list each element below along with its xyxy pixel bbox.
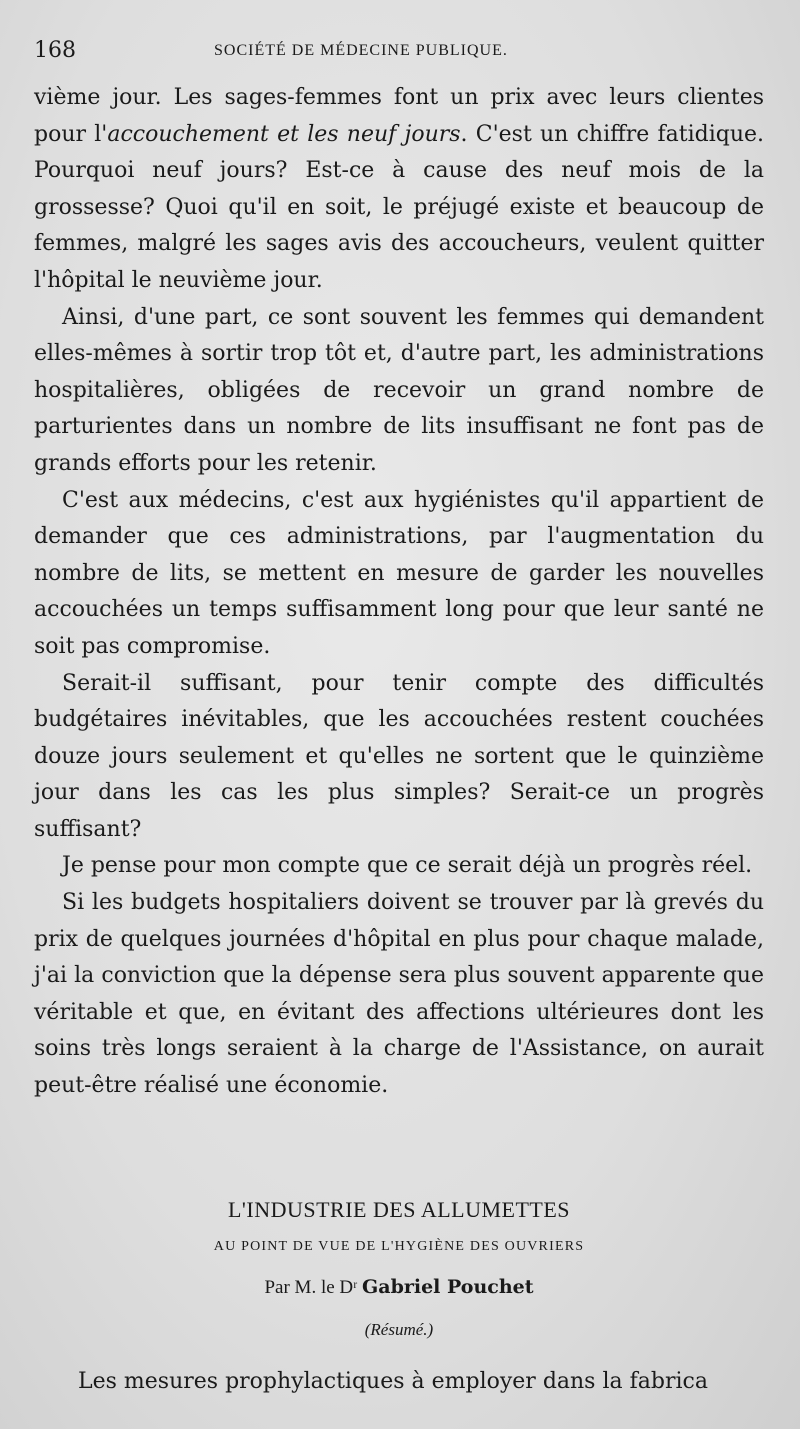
author-name: Gabriel Pouchet [362, 1276, 534, 1298]
article-subtitle: AU POINT DE VUE DE L'HYGIÈNE DES OUVRIERS [213, 1239, 585, 1254]
paragraph-1-end: . C'est un chiffre fatidique. Pourquoi neuf jours? Est-ce à cause des neuf mois de la grossesse? Quoi qu'il en soit, le préjugé existe et beaucoup de femmes, malgré les sages avis des accoucheurs, veulent quitter l'hôpital le neuvième jour. [34, 121, 765, 293]
paragraph-1-start: vième jour. Les sages-femmes font un prix avec leurs clientes pour l' [34, 85, 764, 147]
page-header [34, 38, 760, 72]
paragraph-3: C'est aux médecins, c'est aux hygiénistes qu'il appartient de demander que ces administrations, par l'augmentation du nombre de lits, se mettent en mesure de garder les nouvelles accouchées un temps suffisamment long pour que leur santé ne soit pas compromise. [34, 487, 764, 659]
article-byline [34, 1266, 764, 1308]
byline-prefix: Par M. le Dʳ [264, 1277, 363, 1298]
paragraph-6: Si les budgets hospitaliers doivent se trouver par là grevés du prix de quelques journées d'hôpital en plus pour chaque malade, j'ai la conviction que la dépense sera plus souvent apparente que véritable et que, en évitant des affections ultérieures dont les soins très longs seraient à la charge de l'Assistance, on aurait peut-être réalisé une économie. [34, 890, 764, 1099]
article-title: L'INDUSTRIE DES ALLUMETTES [227, 1197, 571, 1222]
paragraph-1-emphasis: accouchement et les neuf jours [107, 121, 461, 147]
article-note: (Résumé.) [364, 1320, 434, 1339]
paragraph-2: Ainsi, d'une part, ce sont souvent les femmes qui demandent elles-mêmes à sortir trop tôt et, d'autre part, les administrations hospitalières, obligées de recevoir un grand nombre de parturientes dans un nombre de lits insuffisant ne font pas de grands efforts pour les retenir. [34, 304, 764, 476]
page-number: 168 [34, 38, 76, 63]
running-head: SOCIÉTÉ DE MÉDECINE PUBLIQUE. [214, 42, 508, 59]
paragraph-1 [34, 80, 764, 300]
body-text [34, 80, 764, 1105]
article-heading [34, 1192, 764, 1352]
paragraph-5: Je pense pour mon compte que ce serait déjà un progrès réel. [62, 853, 753, 879]
article-first-line: Les mesures prophylactiques à employer dans la fabrica [78, 1369, 708, 1394]
paragraph-4: Serait-il suffisant, pour tenir compte des difficultés budgétaires inévitables, que les accouchées restent couchées douze jours seulement et qu'elles ne sortent que le quinzième jour dans les cas les plus simples? Serait-ce un progrès suffisant? [34, 670, 764, 842]
